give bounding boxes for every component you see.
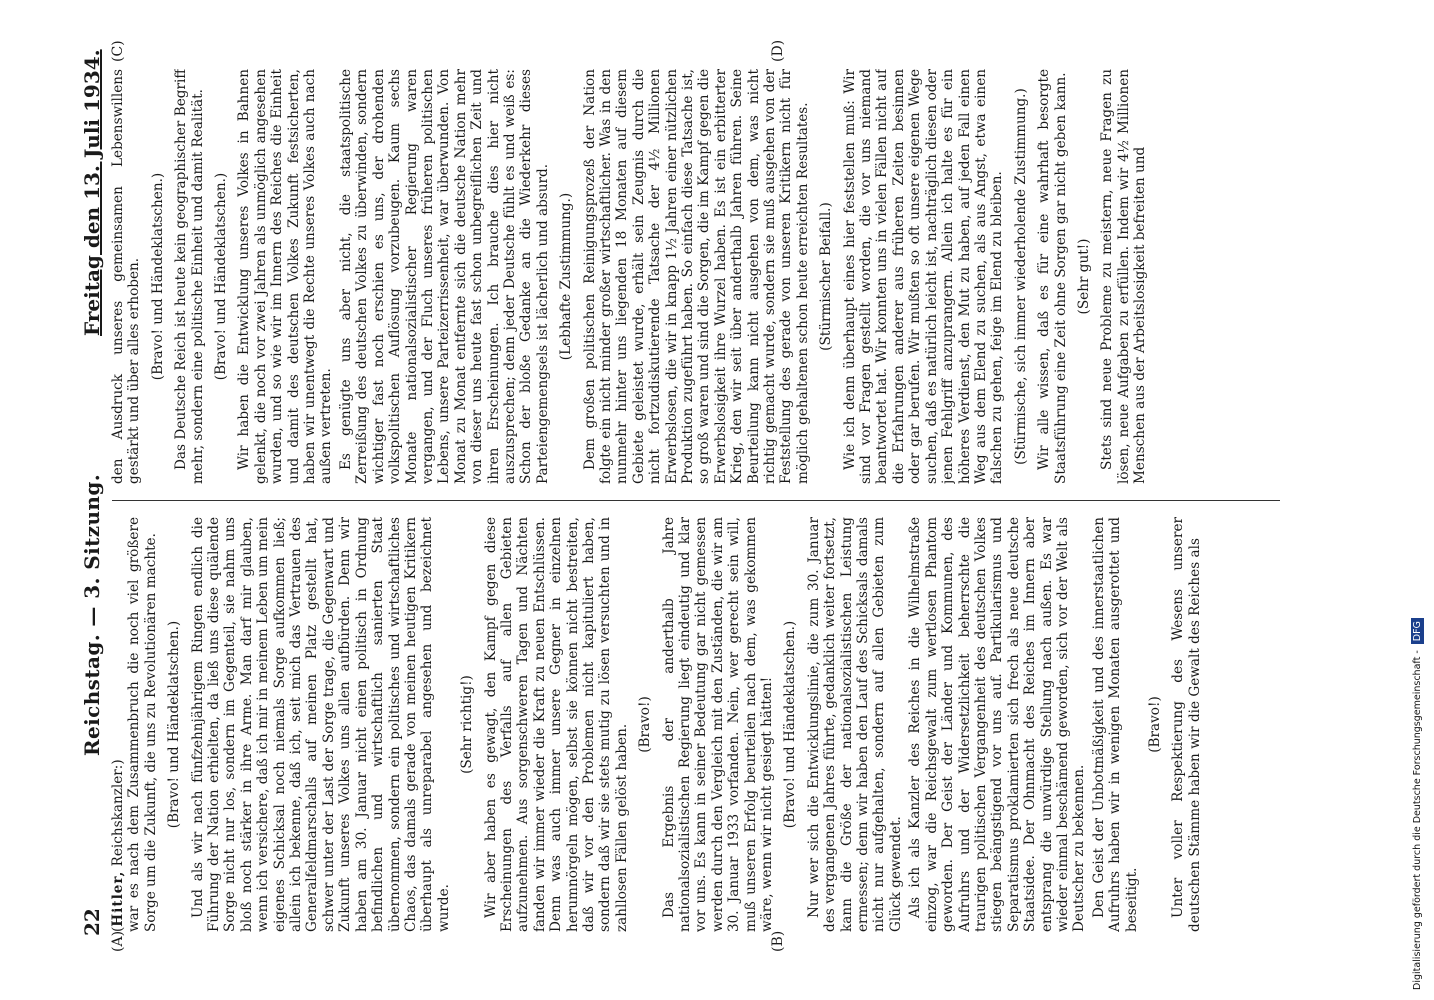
- audience-reaction: (Sehr richtig!): [459, 675, 476, 774]
- speech-paragraph: Das Deutsche Reich ist heute kein geographischer Begriff mehr, sondern eine politische Einheit und damit Realität.: [173, 69, 206, 484]
- speech-paragraph: Unter voller Respektierung des Wesens unserer deutschen Stämme haben wir die Gewalt des Reiches als: [1170, 517, 1203, 932]
- speech-paragraph: Dem großen politischen Reinigungsprozeß der Nation folgte ein nicht minder großer wirtschaftlicher. Was in den nunmehr hinter uns liegenden 18 Monaten auf diesem Gebiete geleistet wurde, erhält sein Zeugnis durch die nicht fortzudiskutierende Tatsache der 4½ Millionen Erwerbslosen, die wir in knapp 1½ Jahren einer nützlichen Produktion zugeführt haben. So einfach diese Tatsache ist, so groß waren und sind die Sorgen, die im Kampf gegen die Erwerbslosigkeit ihre Wurzel haben. Es ist ein erbitterter Krieg, den wir seit über anderthalb Jahren führen. Seine Beurteilung kann nicht ausgehen von dem, was nicht richtig gemacht wurde, sondern sie muß ausgehen von der Feststellung des gerade von unseren Kritikern nicht für möglich gehaltenen schon heute erreichten Resultates.: [581, 69, 811, 484]
- audience-reaction: (Bravo! und Händeklatschen.): [782, 620, 799, 829]
- audience-reaction: (Bravo! und Händeklatschen.): [149, 172, 166, 381]
- audience-reaction: (Stürmische, sich immer wiederholende Zustimmung.): [1012, 88, 1029, 465]
- speech-paragraph: Und als wir nach fünfzehnjährigem Ringen endlich die Führung der Nation erhielten, da ließ uns diese quälende Sorge nicht nur los, sondern im Gegenteil, sie nahm uns bloß noch stärker in ihre Arme. Man darf mir glauben, wenn ich versichere, daß ich mir in meinem Leben um mein eigenes Schicksal noch niemals Sorge aufkommen ließ; allein ich bekenne, daß ich, seit mich das Vertrauen des Generalfeldmarschalls auf meinen Platz gestellt hat, schwer unter der Last der Sorge trage, die Gegenwart und Zukunft unseres Volkes uns allen aufbürden. Denn wir haben am 30. Januar nicht einen politisch in Ordnung befindlichen und wirtschaftlich sanierten Staat übernommen, sondern ein politisches und wirtschaftliches Chaos, das damals gerade von meinen heutigen Kritikern überhaupt als unreparabel angesehen und bezeichnet wurde.: [189, 517, 452, 932]
- speech-paragraph: Das Ergebnis der anderthalb Jahre nationalsozialistischen Regierung liegt eindeutig und klar vor uns. Es kann in seiner Bedeutung gar nicht gemessen werden durch den Vergleich mit den Zuständen, die wir am 30. Januar 1933 vorfanden. Nein, wer gerecht sein will, muß unseren Erfolg beurteilen nach dem, was gekommen wäre, wenn wir nicht gesiegt hätten!: [660, 517, 776, 932]
- speech-paragraph: Es genügte uns aber nicht, die staatspolitische Zerreißung des deutschen Volkes zu überwinden, sondern wichtiger fast noch erschien es uns, der drohenden volkspolitischen Auflösung vorzubeugen. Kaum sechs Monate nationalsozialistischer Regierung waren vergangen, und der Fluch unseres früheren politischen Lebens, unsere Parteizerrissenheit, war überwunden. Von Monat zu Monat entfernte sich die deutsche Nation mehr von dieser uns heute fast schon unbegreiflichen Zeit und ihren Erscheinungen. Ich brauche dies hier nicht auszusprechen; denn jeder Deutsche fühlt es und weiß es: Schon der bloße Gedanke an die Wiederkehr dieses Parteiengemengsels ist lächerlich und absurd.: [337, 69, 551, 484]
- margin-mark-d: (D): [770, 39, 786, 62]
- dfg-logo: DFG: [1411, 618, 1424, 644]
- column-divider: [112, 500, 1280, 501]
- speech-paragraph: den Ausdruck unseres gemeinsamen Lebenswillens gestärkt und über alles erhoben.: [110, 69, 143, 484]
- audience-reaction: (Bravo!): [637, 696, 654, 753]
- digitization-credit: [1412, 10, 1430, 990]
- speech-paragraph: Nur wer sich die Entwicklungslinie, die zum 30. Januar des vergangenen Jahres führte, gedanklich weiter fortsetzt, kann die Größe der nationalsozialistischen Leistung ermessen; denn wir haben den Lauf des Schicksals damals nicht nur aufgehalten, sondern auf allen Gebieten zum Glück gewendet.: [805, 517, 904, 932]
- page-header: [78, 49, 110, 936]
- audience-reaction: (Bravo! und Händeklatschen.): [213, 172, 230, 381]
- page-title: Reichstag. — 3. Sitzung.: [80, 473, 104, 756]
- speech-paragraph: Wir haben die Entwicklung unseres Volkes in Bahnen gelenkt, die noch vor zwei Jahren als unmöglich angesehen wurden, und so wie wir im Innern des Reiches die Einheit und damit des deutschen Volkes Zukunft festsicherten, haben wir unentwegt die Rechte unseres Volkes auch nach außen vertreten.: [236, 69, 335, 484]
- right-column: [110, 69, 1280, 484]
- audience-reaction: (Stürmischer Beifall.): [818, 202, 835, 351]
- left-column: [110, 517, 1280, 932]
- margin-mark-c: (C): [110, 40, 126, 62]
- margin-mark-a: (A): [110, 930, 126, 952]
- newspaper-page: [70, 39, 1290, 952]
- speech-paragraph: Als ich als Kanzler des Reiches in die Wilhelmstraße einzog, war die Reichsgewalt zum wertlosen Phantom geworden. Der Geist der Länder und Kommunen, des Aufruhrs und der Widersetzlichkeit beherrschte die traurigen politischen Vergangenheit des deutschen Volkes stiegen beängstigend vor uns auf. Partikularismus und Separatismus proklamierten sich frech als neue deutsche Staatsidee. Der Ohnmacht des Reiches im Innern aber entsprang die unwürdige Stellung nach außen. Es war wieder einmal beschämend geworden, sich vor der Welt als Deutscher zu bekennen.: [907, 517, 1088, 932]
- credit-text: Digitalisierung gefördert durch die Deutsche Forschungsgemeinschaft -: [1412, 650, 1423, 990]
- page-number: 22: [80, 908, 104, 936]
- speech-paragraph: war es nach dem Zusammenbruch die noch viel größere Sorge um die Zukunft, die uns zu Revolutionären machte.: [126, 517, 159, 932]
- speech-paragraph: Wie ich denn überhaupt eines hier feststellen muß: Wir sind vor Fragen gestellt worden, die vor uns niemand beantwortet hat. Wir konnten uns in vielen Fällen nicht auf die Erfahrungen anderer aus früheren Zeiten besinnen oder gar berufen. Wir mußten so oft unsere eigenen Wege suchen, daß es natürlich leicht ist, nachträglich diesen oder jenen Fehlgriff anzuprangern. Allein ich halte es für ein höheres Verdienst, den Mut zu haben, auf jeden Fall einen Weg aus dem Elend zu suchen, als aus Angst, etwa einen falschen zu gehen, feige im Elend zu bleiben.: [841, 69, 1006, 484]
- speech-paragraph: Stets sind neue Probleme zu meistern, neue Fragen zu lösen, neue Aufgaben zu erfüllen. Indem wir 4½ Millionen Menschen aus der Arbeitslosigkeit befreiten und: [1099, 69, 1149, 484]
- speech-paragraph: Wir aber haben es gewagt, den Kampf gegen diese Erscheinungen des Verfalls auf allen Gebieten aufzunehmen. Aus sorgenschweren Tagen und Nächten fanden wir immer wieder die Kraft zu neuen Entschlüssen. Denn was auch immer unsere Gegner in einzelnen herumnörgeln mögen, selbst sie können nicht bestreiten, daß wir vor den Problemen nicht kapituliert haben, sondern daß wir sie stets mutig zu lösen versuchten und in zahllosen Fällen gelöst haben.: [482, 517, 630, 932]
- audience-reaction: (Bravo! und Händeklatschen.): [166, 620, 183, 829]
- speaker-role: Reichskanzler:: [110, 764, 126, 867]
- audience-reaction: (Lebhafte Zustimmung.): [558, 192, 575, 361]
- speech-paragraph: Wir alle wissen, daß es für eine wahrhaft besorgte Staatsführung eine Zeit ohne Sorgen gar nicht geben kann.: [1036, 69, 1069, 484]
- speaker-name: Hitler,: [110, 870, 126, 927]
- speech-paragraph: Den Geist der Unbotmäßigkeit und des innerstaatlichen Aufruhrs haben wir in wenigen Monaten ausgerottet und beseitigt.: [1090, 517, 1140, 932]
- audience-reaction: (Bravo!): [1146, 696, 1163, 753]
- speech-paragraph: (Hitler, Reichskanzler:): [110, 759, 126, 932]
- audience-reaction: (Sehr gut!): [1075, 238, 1092, 315]
- margin-mark-b: (B): [770, 930, 786, 952]
- page-date: Freitag den 13. Juli 1934.: [80, 49, 104, 336]
